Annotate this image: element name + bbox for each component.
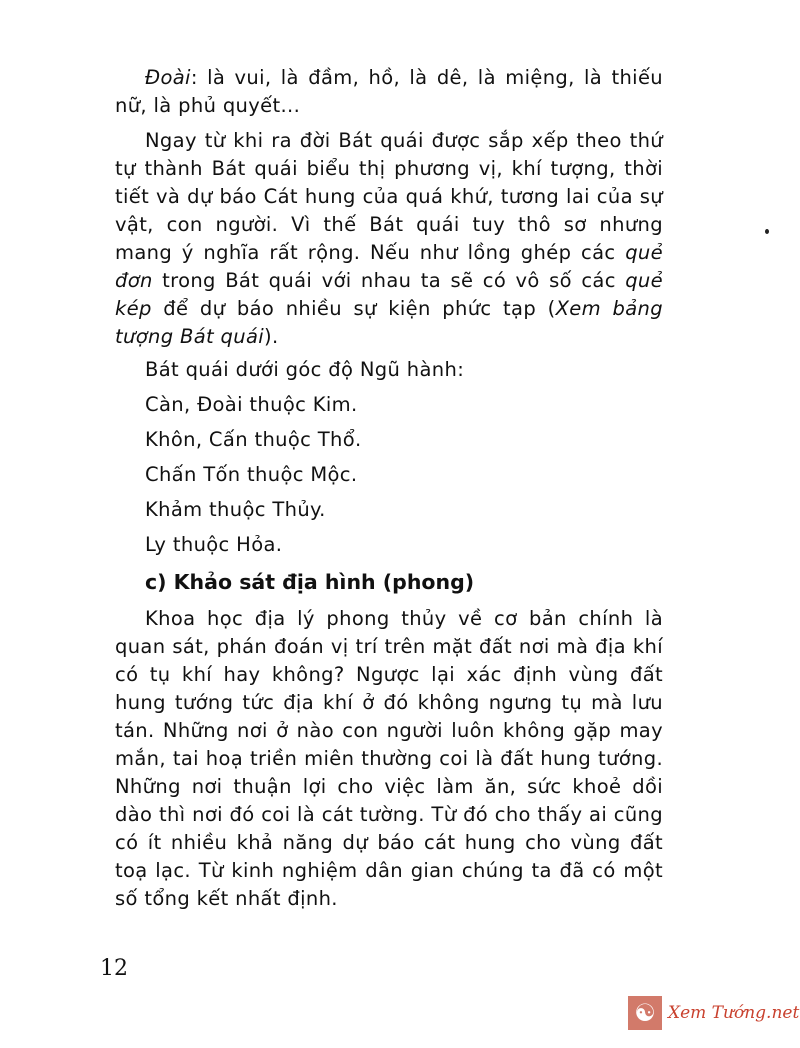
yin-yang-icon: ☯ (628, 996, 662, 1030)
page-number: 12 (100, 956, 128, 981)
ngu-hanh-intro: Bát quái dưới góc độ Ngũ hành: (145, 358, 465, 381)
ngu-hanh-line: Chấn Tốn thuộc Mộc. (145, 463, 358, 486)
ngu-hanh-line: Càn, Đoài thuộc Kim. (145, 393, 358, 416)
term-que-kep: quẻ kép (115, 269, 663, 320)
paragraph-khao-sat: Khoa học địa lý phong thủy về cơ bản chính là quan sát, phán đoán vị trí trên mặt đất nơi mà địa khí có tụ khí hay không? Ngược lại xác định vùng đất hung tướng tức địa khí ở đó không ngưng tụ mà lưu tán. Những nơi ở nào con người luôn không gặp may mắn, tai hoạ triền miên thường coi là đất hung tướng. Những nơi thuận lợi cho việc làm ăn, sức khoẻ dồi dào thì nơi đó coi là cát tường. Từ đó cho thấy ai cũng có ít nhiều khả năng dự báo cát hung cho vùng đất toạ lạc. Từ kinh nghiệm dân gian chúng ta đã có một số tổng kết nhất định. (115, 607, 663, 910)
ngu-hanh-line: Khôn, Cấn thuộc Thổ. (145, 428, 362, 451)
watermark-text: Xem Tướng.net (668, 1003, 800, 1023)
paragraph-bat-quai: Ngay từ khi ra đời Bát quái được sắp xếp theo thứ tự thành Bát quái biểu thị phương vị, khí tượng, thời tiết và dự báo Cát hung của quá khứ, tương lai của sự vật, con người. Vì thế Bát quái tuy thô sơ nhưng mang ý nghĩa rất rộng. Nếu như lồng ghép các quẻ đơn trong Bát quái với nhau ta sẽ có vô số các quẻ kép để dự báo nhiều sự kiện phức tạp (Xem bảng tượng Bát quái). (115, 129, 663, 348)
term-que-don: quẻ đơn (115, 241, 663, 292)
ngu-hanh-line: Khảm thuộc Thủy. (145, 498, 326, 521)
watermark (628, 995, 799, 1031)
ngu-hanh-line: Ly thuộc Hỏa. (145, 533, 283, 556)
term-doai: Đoài (145, 66, 191, 89)
reference-bang-tuong: Xem bảng tượng Bát quái (115, 297, 663, 348)
section-heading: c) Khảo sát địa hình (phong) (145, 570, 475, 594)
paragraph-doai: Đoài: là vui, là đầm, hồ, là dê, là miệng, là thiếu nữ, là phủ quyết... (115, 66, 663, 117)
ink-speck (765, 229, 769, 234)
